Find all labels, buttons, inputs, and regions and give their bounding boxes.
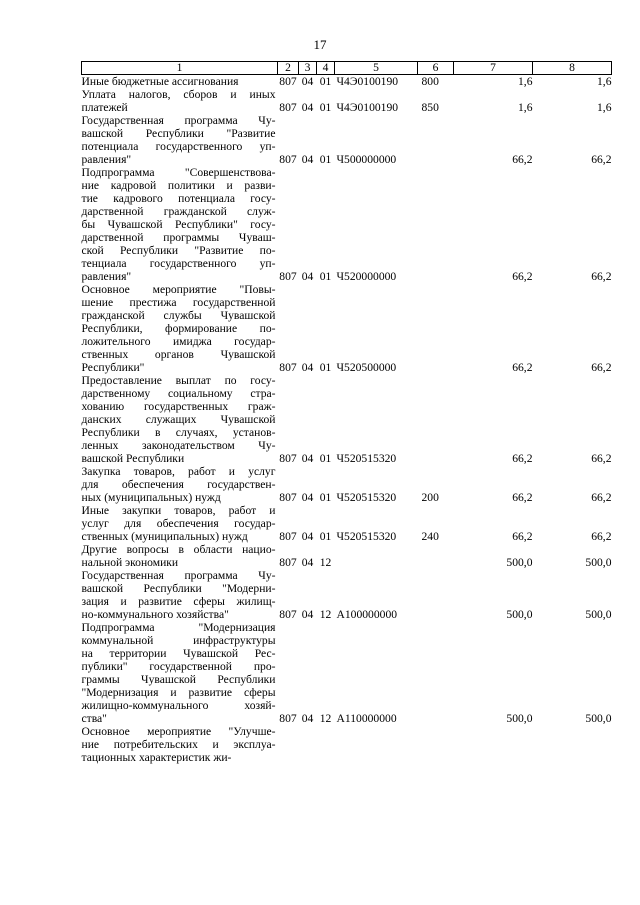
description-line: ных (муниципальных) нужд <box>81 491 221 504</box>
description-line: ложительного имиджа государ- <box>81 335 276 348</box>
expense-type-code <box>418 569 454 621</box>
description-line: ние кадровой политики и разви- <box>81 179 276 192</box>
column-header: 6 <box>418 62 454 75</box>
subsection-code: 01 <box>319 75 332 88</box>
ministry-code: 807 <box>279 608 297 621</box>
expense-type-code: 800 <box>421 75 439 88</box>
row-description <box>82 621 278 725</box>
row-description <box>82 88 278 114</box>
subsection-code: 12 <box>319 608 332 621</box>
description-line: Республики, формирование по- <box>81 322 276 335</box>
description-line: Предоставление выплат по госу- <box>81 374 276 387</box>
description-line: ственных органов Чувашской <box>81 348 276 361</box>
section-code: 04 <box>301 101 314 114</box>
budget-table-container <box>81 61 611 764</box>
description-line: вашской Республики <box>81 452 185 465</box>
budget-table <box>81 61 612 764</box>
expense-type-code <box>418 374 454 465</box>
column-header: 1 <box>82 62 278 75</box>
section-code: 04 <box>301 530 314 543</box>
target-article-code: А100000000 <box>336 608 398 621</box>
target-article-code: Ч520500000 <box>336 361 397 374</box>
section-code: 04 <box>301 361 314 374</box>
amount-year-1: 66,2 <box>512 361 533 374</box>
section-code: 04 <box>301 452 314 465</box>
ministry-code: 807 <box>279 452 297 465</box>
section-code: 04 <box>301 712 314 725</box>
amount-year-2: 500,0 <box>585 556 612 569</box>
expense-type-code <box>418 283 454 374</box>
description-line: Подпрограмма "Совершенствова- <box>81 166 276 179</box>
section-code: 04 <box>301 608 314 621</box>
row-description <box>82 465 278 504</box>
table-row <box>82 114 612 166</box>
amount-year-1: 500,0 <box>506 608 533 621</box>
ministry-code: 807 <box>279 491 297 504</box>
page-number: 17 <box>313 37 327 52</box>
table-row <box>82 569 612 621</box>
description-line: Подпрограмма "Модернизация <box>81 621 276 634</box>
description-line: зация и развитие сферы жилищ- <box>81 595 276 608</box>
target-article-code <box>335 543 418 569</box>
amount-year-1: 500,0 <box>506 712 533 725</box>
description-line: Основное мероприятие "Улучше- <box>81 725 276 738</box>
amount-year-1: 66,2 <box>512 530 533 543</box>
table-row <box>82 543 612 569</box>
row-description <box>82 543 278 569</box>
description-line: платежей <box>81 101 128 114</box>
ministry-code: 807 <box>279 75 297 88</box>
description-line: хованию государственных граж- <box>81 400 276 413</box>
target-article-code: Ч520515320 <box>336 491 397 504</box>
section-code: 04 <box>301 491 314 504</box>
subsection-code: 01 <box>319 270 332 283</box>
section-code: 04 <box>301 153 314 166</box>
column-header: 3 <box>299 62 317 75</box>
amount-year-2 <box>533 725 612 764</box>
subsection-code: 12 <box>319 556 332 569</box>
row-description <box>82 725 278 764</box>
description-line: Уплата налогов, сборов и иных <box>81 88 276 101</box>
description-line: "Модернизация и развитие сферы <box>81 686 276 699</box>
target-article-code <box>335 725 418 764</box>
row-description <box>82 75 278 89</box>
expense-type-code <box>418 543 454 569</box>
subsection-code: 01 <box>319 361 332 374</box>
expense-type-code <box>418 621 454 725</box>
table-row <box>82 374 612 465</box>
table-row <box>82 166 612 283</box>
target-article-code: Ч4Э0100190 <box>336 75 399 88</box>
amount-year-1: 500,0 <box>506 556 533 569</box>
column-header: 5 <box>335 62 418 75</box>
description-line: Государственная программа Чу- <box>81 569 276 582</box>
row-description <box>82 114 278 166</box>
description-line: Иные закупки товаров, работ и <box>81 504 276 517</box>
row-description <box>82 374 278 465</box>
description-line: ние потребительских и эксплуа- <box>81 738 276 751</box>
table-row <box>82 75 612 89</box>
description-line: Закупка товаров, работ и услуг <box>81 465 276 478</box>
description-line: нальной экономики <box>81 556 179 569</box>
description-line: равления" <box>81 153 132 166</box>
expense-type-code <box>418 114 454 166</box>
ministry-code: 807 <box>279 153 297 166</box>
description-line: ства" <box>81 712 107 725</box>
amount-year-1 <box>454 725 533 764</box>
table-body <box>82 75 612 765</box>
amount-year-1: 66,2 <box>512 153 533 166</box>
description-line: гражданской службы Чувашской <box>81 309 276 322</box>
description-line: потенциала государственного уп- <box>81 140 276 153</box>
amount-year-2: 66,2 <box>591 530 612 543</box>
table-row <box>82 88 612 114</box>
section-code <box>299 725 317 764</box>
description-line: коммунальной инфраструктуры <box>81 634 276 647</box>
amount-year-2: 66,2 <box>591 452 612 465</box>
subsection-code: 01 <box>319 452 332 465</box>
ministry-code: 807 <box>279 556 297 569</box>
amount-year-1: 66,2 <box>512 491 533 504</box>
description-line: вашской Республики "Модерни- <box>81 582 276 595</box>
column-header: 8 <box>533 62 612 75</box>
description-line: Основное мероприятие "Повы- <box>81 283 276 296</box>
description-line: услуг для обеспечения государ- <box>81 517 276 530</box>
description-line: Иные бюджетные ассигнования <box>81 75 239 88</box>
ministry-code: 807 <box>279 530 297 543</box>
subsection-code: 12 <box>319 712 332 725</box>
expense-type-code: 200 <box>421 491 439 504</box>
column-header: 7 <box>454 62 533 75</box>
expense-type-code <box>418 725 454 764</box>
section-code: 04 <box>301 75 314 88</box>
target-article-code: Ч500000000 <box>336 153 397 166</box>
table-row <box>82 283 612 374</box>
description-line: жилищно-коммунального хозяй- <box>81 699 276 712</box>
amount-year-2: 66,2 <box>591 491 612 504</box>
amount-year-2: 500,0 <box>585 712 612 725</box>
target-article-code: А110000000 <box>336 712 397 725</box>
subsection-code <box>317 725 335 764</box>
row-description <box>82 166 278 283</box>
table-header-row <box>82 62 612 75</box>
amount-year-2: 500,0 <box>585 608 612 621</box>
description-line: Другие вопросы в области нацио- <box>81 543 276 556</box>
amount-year-2: 1,6 <box>597 101 612 114</box>
description-line: ленных законодательством Чу- <box>81 439 276 452</box>
amount-year-2: 66,2 <box>591 270 612 283</box>
subsection-code: 01 <box>319 153 332 166</box>
description-line: тенциала государственного уп- <box>81 257 276 270</box>
subsection-code: 01 <box>319 101 332 114</box>
description-line: бы Чувашской Республики" госу- <box>81 218 276 231</box>
description-line: публики" государственной про- <box>81 660 276 673</box>
table-row <box>82 465 612 504</box>
description-line: Республики" <box>81 361 145 374</box>
description-line: для обеспечения государствен- <box>81 478 276 491</box>
description-line: Государственная программа Чу- <box>81 114 276 127</box>
amount-year-2: 66,2 <box>591 361 612 374</box>
description-line: Республики в случаях, установ- <box>81 426 276 439</box>
description-line: шение престижа государственной <box>81 296 276 309</box>
amount-year-1: 66,2 <box>512 270 533 283</box>
subsection-code: 01 <box>319 491 332 504</box>
table-row <box>82 725 612 764</box>
ministry-code: 807 <box>279 270 297 283</box>
expense-type-code: 850 <box>421 101 439 114</box>
amount-year-1: 1,6 <box>518 101 533 114</box>
row-description <box>82 283 278 374</box>
column-header: 4 <box>317 62 335 75</box>
ministry-code <box>278 725 299 764</box>
description-line: тие кадрового потенциала госу- <box>81 192 276 205</box>
subsection-code: 01 <box>319 530 332 543</box>
ministry-code: 807 <box>279 101 297 114</box>
description-line: дарственной программы Чуваш- <box>81 231 276 244</box>
row-description <box>82 504 278 543</box>
description-line: граммы Чувашской Республики <box>81 673 276 686</box>
amount-year-1: 66,2 <box>512 452 533 465</box>
description-line: дарственной гражданской служ- <box>81 205 276 218</box>
target-article-code: Ч520000000 <box>336 270 397 283</box>
description-line: равления" <box>81 270 132 283</box>
table-row <box>82 504 612 543</box>
column-header: 2 <box>278 62 299 75</box>
ministry-code: 807 <box>279 361 297 374</box>
ministry-code: 807 <box>279 712 297 725</box>
description-line: на территории Чувашской Рес- <box>81 647 276 660</box>
section-code: 04 <box>301 556 314 569</box>
expense-type-code: 240 <box>421 530 439 543</box>
description-line: дарственному социальному стра- <box>81 387 276 400</box>
description-line: вашской Республики "Развитие <box>81 127 276 140</box>
amount-year-2: 1,6 <box>597 75 612 88</box>
description-line: но-коммунального хозяйства" <box>81 608 229 621</box>
target-article-code: Ч520515320 <box>336 452 397 465</box>
target-article-code: Ч4Э0100190 <box>336 101 399 114</box>
table-row <box>82 621 612 725</box>
target-article-code: Ч520515320 <box>336 530 397 543</box>
description-line: тационных характеристик жи- <box>81 751 232 764</box>
expense-type-code <box>418 166 454 283</box>
description-line: данских служащих Чувашской <box>81 413 276 426</box>
amount-year-1: 1,6 <box>518 75 533 88</box>
description-line: ской Республики "Развитие по- <box>81 244 276 257</box>
section-code: 04 <box>301 270 314 283</box>
row-description <box>82 569 278 621</box>
amount-year-2: 66,2 <box>591 153 612 166</box>
description-line: ственных (муниципальных) нужд <box>81 530 248 543</box>
